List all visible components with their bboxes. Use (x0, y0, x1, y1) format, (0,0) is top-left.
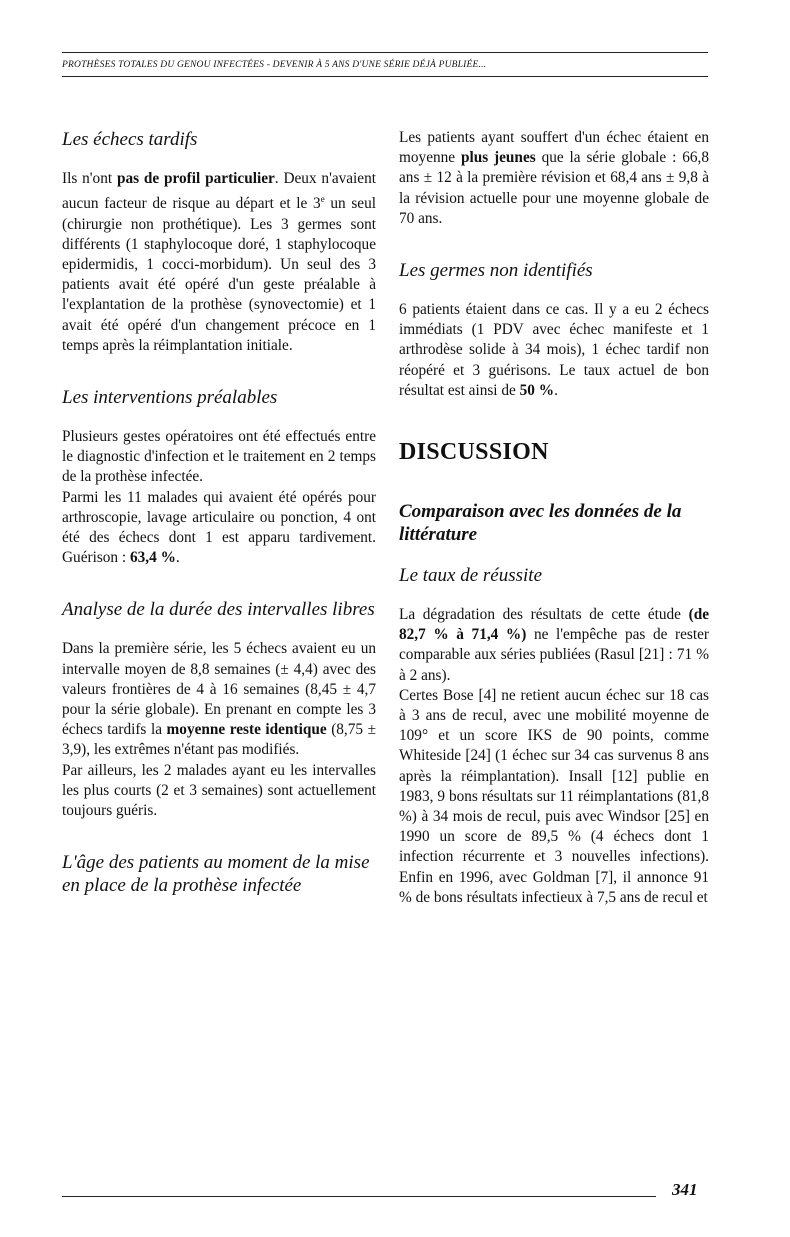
subheading-intervalles: Analyse de la durée des intervalles libres (62, 599, 375, 621)
subheading-germes: Les germes non identifiés (399, 260, 593, 282)
header-rule (62, 76, 708, 77)
subheading-age-patients: L'âge des patients au moment de la mise en place de la prothèse infectée (62, 852, 370, 897)
top-rule (62, 52, 708, 53)
right-column (399, 128, 709, 908)
paragraph-degradation: La dégradation des résultats de cette étude (de 82,7 % à 71,4 %) ne l'empêche pas de rester comparable aux séries publiées (Rasul [21] : 71 % à 2 ans). (399, 606, 709, 684)
subheading-echecs-tardifs: Les échecs tardifs (62, 129, 198, 150)
paragraph-interventions: Plusieurs gestes opératoires ont été effectués entre le diagnostic d'infection et le traitement en 2 temps de la prothèse infectée. (62, 427, 376, 486)
subheading-taux-reussite: Le taux de réussite (399, 565, 543, 587)
left-column (62, 128, 376, 915)
subheading-comparaison: Comparaison avec les données de la littérature (399, 501, 682, 546)
paragraph-malades-gueris: Par ailleurs, les 2 malades ayant eu les intervalles les plus courts (2 et 3 semaines) sont actuellement toujours guéris. (62, 761, 376, 819)
paragraph-germes: 6 patients étaient dans ce cas. Il y a eu 2 échecs immédiats (1 PDV avec échec manifeste et 1 arthrodèse solide à 34 mois), 1 échec tardif non réopéré et 3 guérisons. Le taux actuel de bon résultat est ainsi de 50 %. (399, 301, 709, 399)
subheading-interventions: Les interventions préalables (62, 386, 278, 408)
page-number: 341 (672, 1180, 698, 1199)
paragraph-age: Les patients ayant souffert d'un échec étaient en moyenne plus jeunes que la série globale : 66,8 ans ± 12 à la première révision et 68,4 ans ± 9,8 à la révision actuelle pour une moyenne globale de 70 ans. (399, 129, 709, 227)
footer-rule (62, 1196, 656, 1197)
paragraph-echecs-tardifs: Ils n'ont pas de profil particulier. Deux n'avaient aucun facteur de risque au départ et le 3e un seul (chirurgie non prothétique). Les 3 germes sont différents (1 staphylocoque doré, 1 staphylocoque epidermidis, 1 cocci-morbidum). Un seul des 3 patients avait été opéré d'un geste préalable à l'explantation de la prothèse (synovectomie) et 1 avait été opéré d'un changement précoce en 1 temps après la réimplantation initiale. (62, 170, 376, 354)
discussion-heading: DISCUSSION (399, 439, 549, 466)
paragraph-intervalles: Dans la première série, les 5 échecs avaient eu un intervalle moyen de 8,8 semaines (± 4,4) avec des valeurs frontières de 4 à 16 semaines (8,45 ± 4,7 pour la série globale). En prenant en compte les 3 échecs tardifs la moyenne reste identique (8,75 ± 3,9), les extrêmes n'étant pas modifiés. (62, 640, 377, 759)
paragraph-litterature: Certes Bose [4] ne retient aucun échec sur 18 cas à 3 ans de recul, avec une mobilité moyenne de 109° et un score IKS de 90 points, comme Whiteside [24] (1 échec sur 34 cas survenus 8 ans après la réimplantation). Insall [12] publie en 1983, 9 bons résultats sur 11 réimplantations (81,8 %) à 34 mois de recul, puis avec Windsor [25] en 1990 un score de 89,5 % (4 échecs dont 1 infection récurrente et 3 nouvelles infections). Enfin en 1996, avec Goldman [7], il annonce 91 % de bons résultats infectieux à 7,5 ans de recul et (399, 686, 709, 906)
running-header: PROTHÈSES TOTALES DU GENOU INFECTÉES - DEVENIR À 5 ANS D'UNE SÉRIE DÉJÀ PUBLIÉE... (62, 60, 487, 70)
paragraph-guerison: Parmi les 11 malades qui avaient été opérés pour arthroscopie, lavage articulaire ou ponction, 4 ont été des échecs dont 1 est apparu tardivement. Guérison : 63,4 %. (62, 488, 376, 567)
